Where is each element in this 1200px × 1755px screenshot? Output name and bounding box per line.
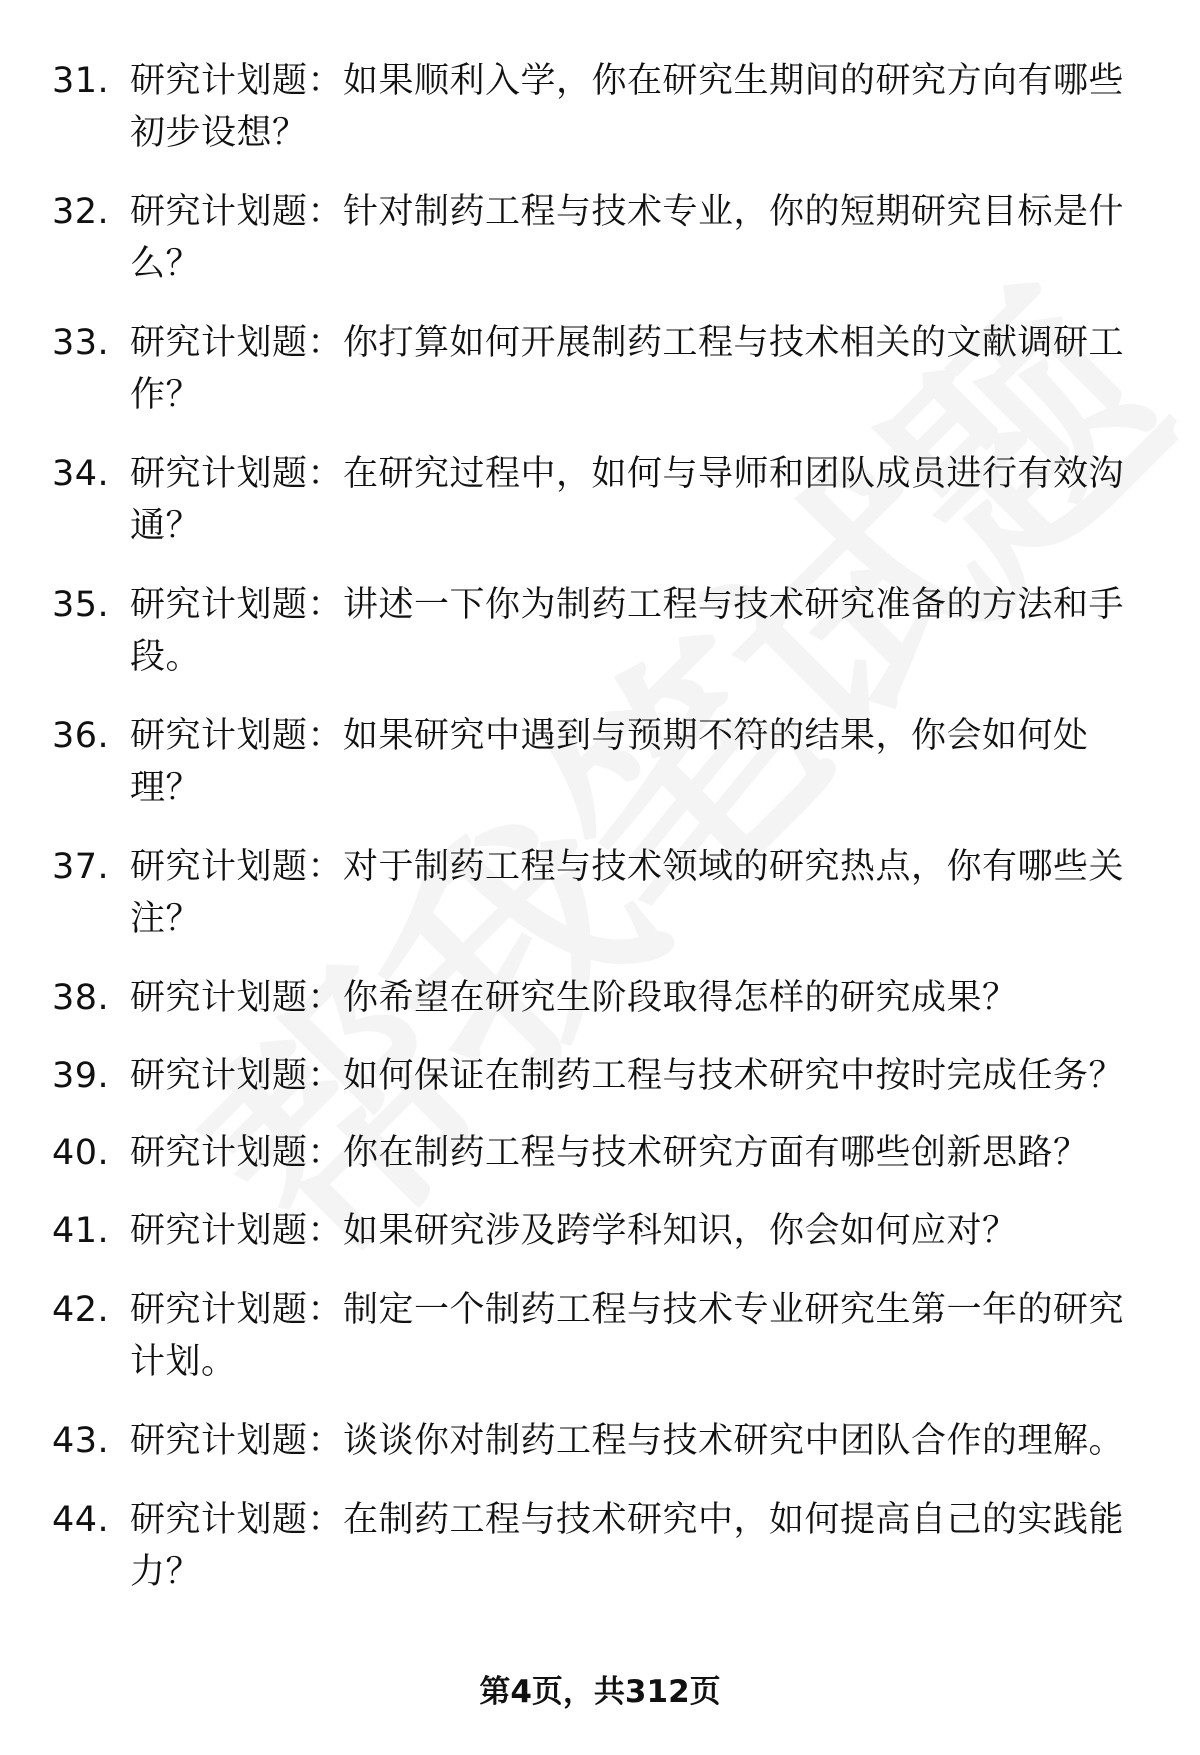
question-text: 研究计划题：在研究过程中，如何与导师和团队成员进行有效沟通？	[130, 454, 1125, 546]
question-number: 33.	[52, 323, 110, 363]
question-text: 研究计划题：你希望在研究生阶段取得怎样的研究成果？	[130, 978, 1018, 1018]
question-number: 31.	[52, 61, 110, 101]
question-item	[0, 1284, 1200, 1415]
question-number: 37.	[52, 847, 110, 887]
question-number: 39.	[52, 1056, 110, 1096]
question-item	[0, 1415, 1200, 1494]
question-text: 研究计划题：谈谈你对制药工程与技术研究中团队合作的理解。	[130, 1421, 1125, 1461]
question-text: 研究计划题：如何保证在制药工程与技术研究中按时完成任务？	[130, 1056, 1125, 1096]
question-item	[0, 841, 1200, 972]
question-text: 研究计划题：如果顺利入学，你在研究生期间的研究方向有哪些初步设想？	[130, 61, 1125, 153]
question-number: 34.	[52, 454, 110, 494]
question-text: 研究计划题：你在制药工程与技术研究方面有哪些创新思路？	[130, 1133, 1089, 1173]
question-number: 36.	[52, 716, 110, 756]
question-number: 42.	[52, 1290, 110, 1330]
question-item	[0, 186, 1200, 317]
question-text: 研究计划题：制定一个制药工程与技术专业研究生第一年的研究计划。	[130, 1290, 1125, 1382]
question-text: 研究计划题：如果研究涉及跨学科知识，你会如何应对？	[130, 1211, 1018, 1251]
question-text: 研究计划题：讲述一下你为制药工程与技术研究准备的方法和手段。	[130, 585, 1125, 677]
question-number: 32.	[52, 192, 110, 232]
question-number: 40.	[52, 1133, 110, 1173]
question-item	[0, 1494, 1200, 1625]
question-number: 44.	[52, 1500, 110, 1540]
question-item	[0, 972, 1200, 1050]
question-item	[0, 1050, 1200, 1127]
question-list	[0, 55, 1200, 1625]
question-text: 研究计划题：如果研究中遇到与预期不符的结果，你会如何处理？	[130, 716, 1089, 808]
question-text: 研究计划题：对于制药工程与技术领域的研究热点，你有哪些关注？	[130, 847, 1125, 939]
question-item	[0, 1127, 1200, 1205]
question-text: 研究计划题：你打算如何开展制药工程与技术相关的文献调研工作？	[130, 323, 1125, 415]
question-item	[0, 579, 1200, 710]
question-number: 43.	[52, 1421, 110, 1461]
page-footer: 第4页，共312页	[479, 1674, 721, 1710]
question-text: 研究计划题：在制药工程与技术研究中，如何提高自己的实践能力？	[130, 1500, 1125, 1592]
question-item	[0, 317, 1200, 448]
question-item	[0, 1205, 1200, 1284]
question-text: 研究计划题：针对制药工程与技术专业，你的短期研究目标是什么？	[130, 192, 1125, 284]
question-item	[0, 55, 1200, 186]
question-number: 35.	[52, 585, 110, 625]
question-item	[0, 710, 1200, 841]
question-item	[0, 448, 1200, 579]
question-number: 41.	[52, 1211, 110, 1251]
question-number: 38.	[52, 978, 110, 1018]
